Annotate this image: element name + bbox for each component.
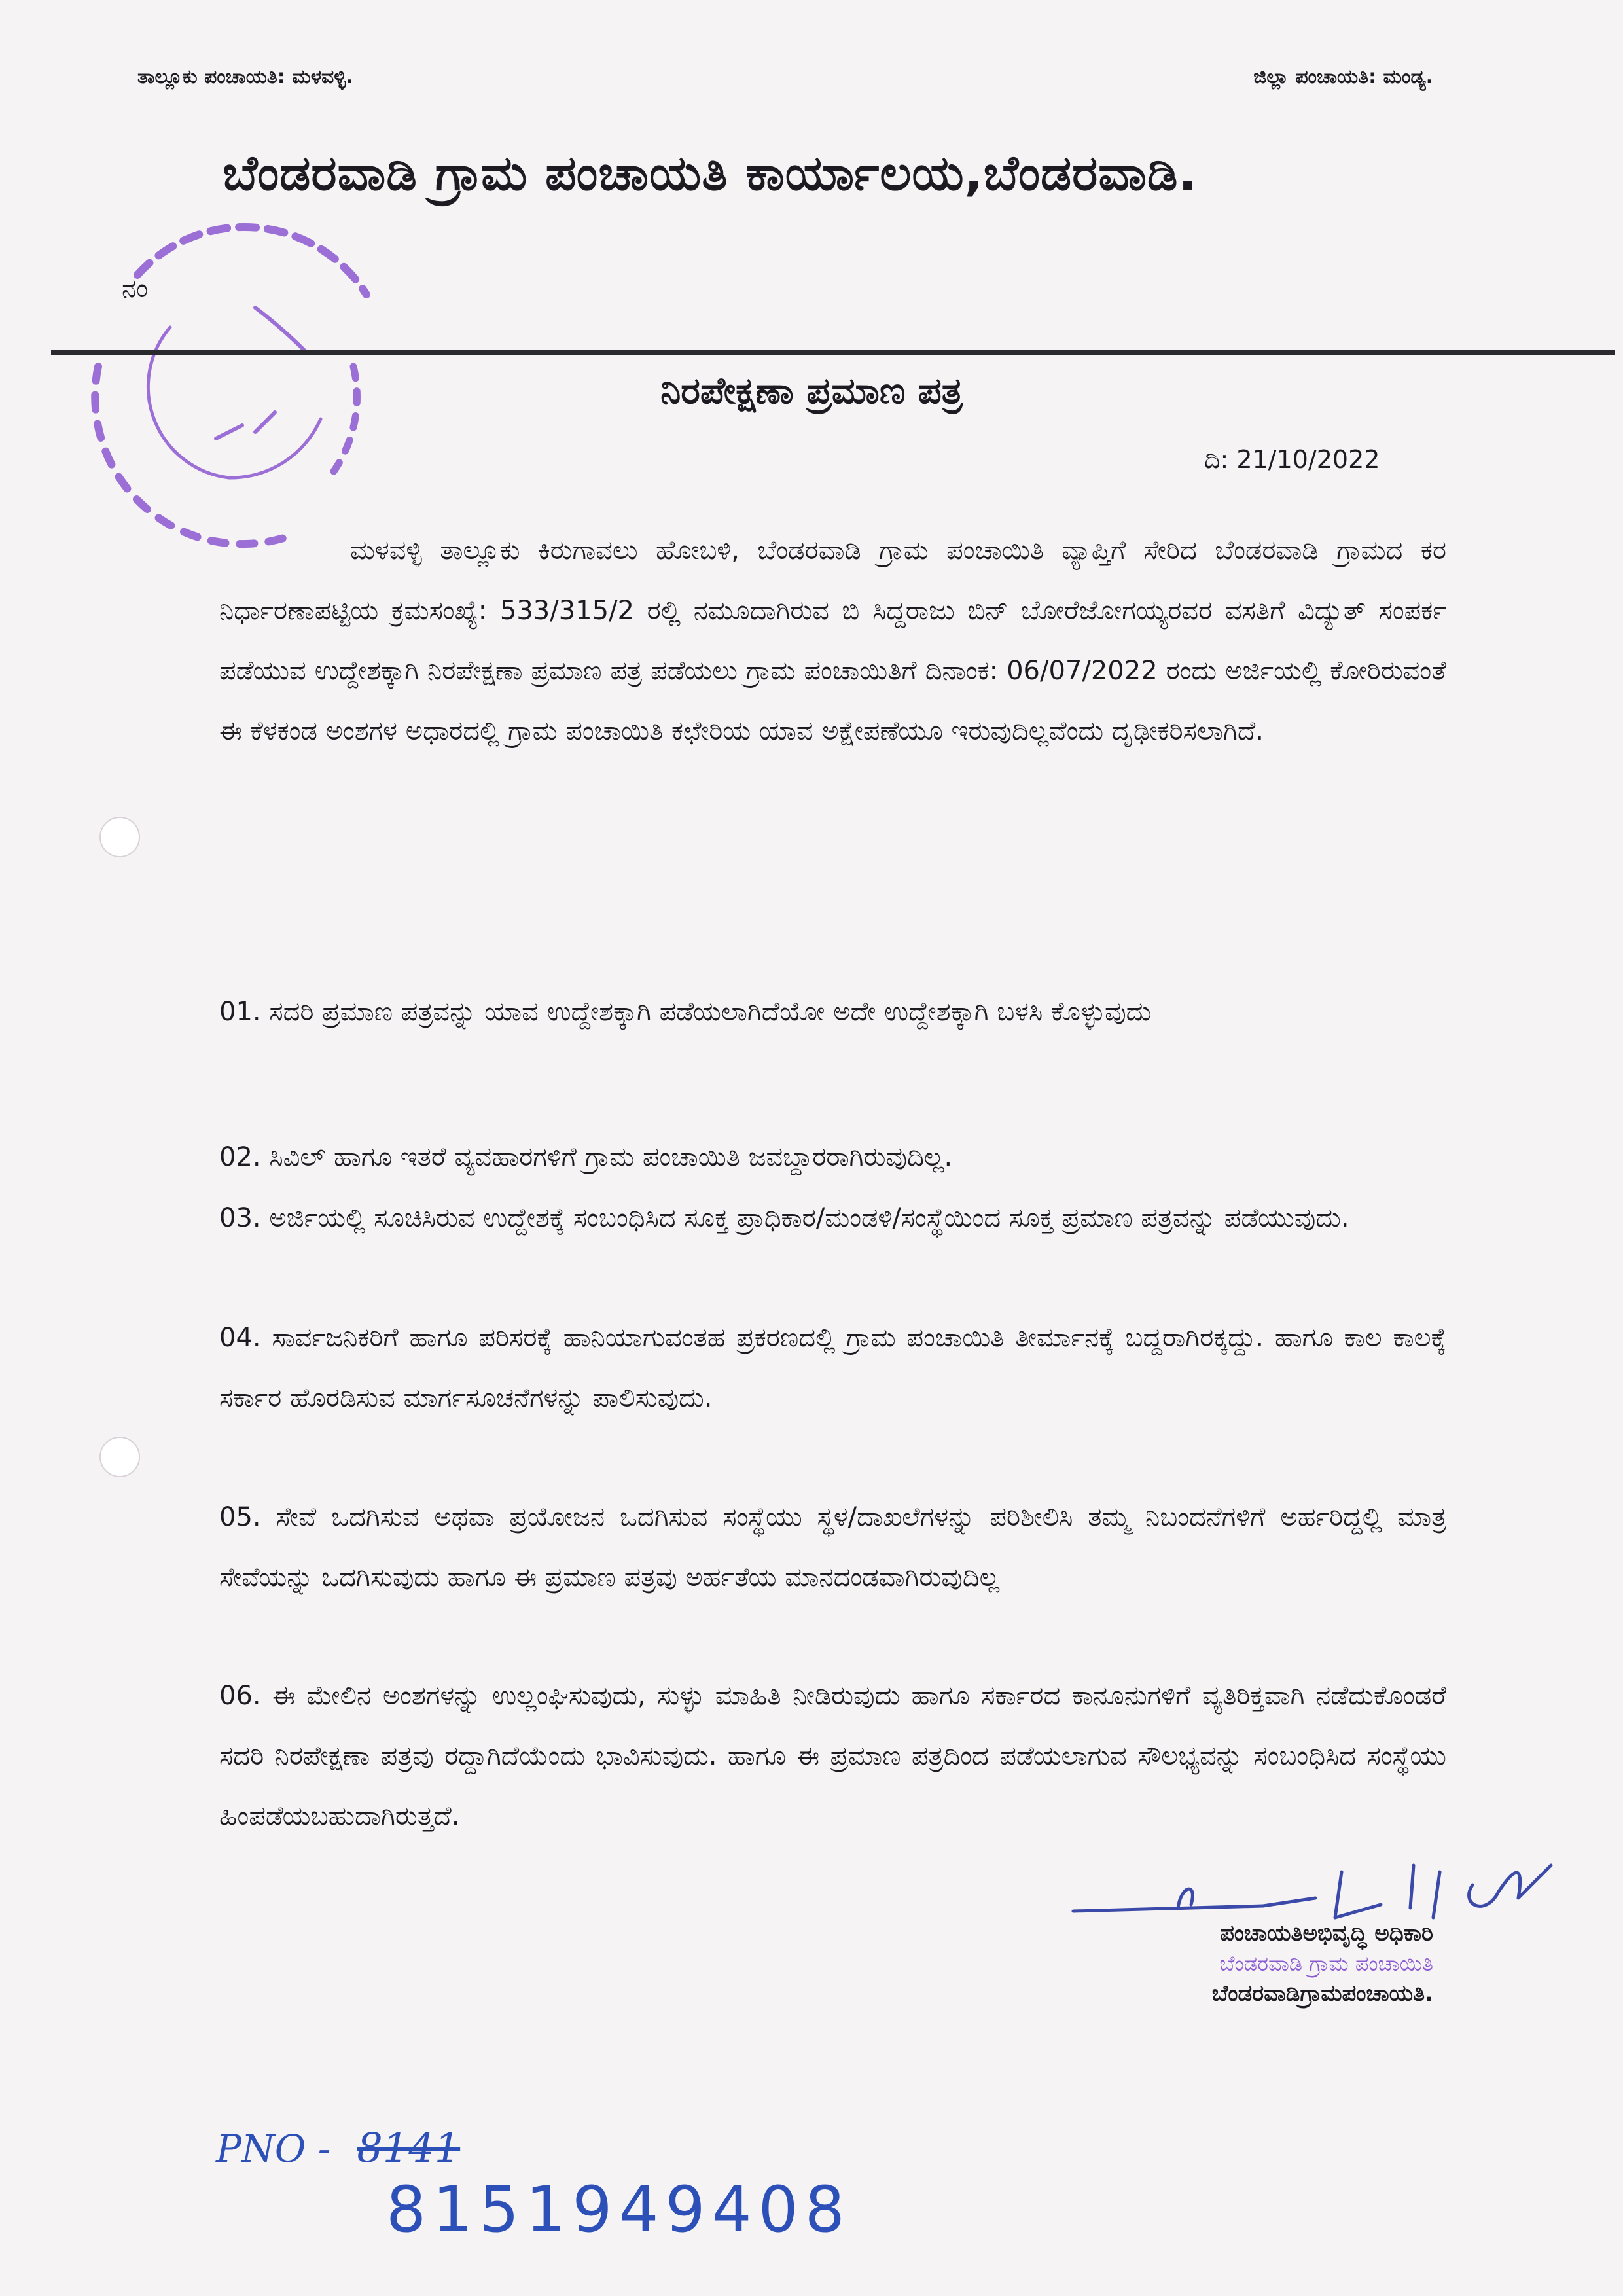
- punch-hole: [99, 1437, 140, 1477]
- condition-04: 04. ಸಾರ್ವಜನಿಕರಿಗೆ ಹಾಗೂ ಪರಿಸರಕ್ಕೆ ಹಾನಿಯಾಗುವಂತಹ ಪ್ರಕರಣದಲ್ಲಿ ಗ್ರಾಮ ಪಂಚಾಯಿತಿ ತೀರ್ಮಾನಕ್ಕೆ ಬದ್ದರಾಗಿರಕ್ಕದ್ದು. ಹಾಗೂ ಕಾಲ ಕಾಲಕ್ಕೆ ಸರ್ಕಾರ ಹೊರಡಿಸುವ ಮಾರ್ಗಸೂಚನೆಗಳನ್ನು ಪಾಲಿಸುವುದು.: [219, 1323, 1446, 1413]
- signatory-designation: ಪಂಚಾಯತಿಅಭಿವೃದ್ಧಿ ಅಧಿಕಾರಿ: [1220, 1920, 1433, 1946]
- certificate-date: ದಿ: 21/10/2022: [1204, 445, 1380, 474]
- signatory-office: ಬೆಂಡರವಾಡಿಗ್ರಾಮಪಂಚಾಯತಿ.: [1211, 1981, 1433, 2007]
- condition-03: 03. ಅರ್ಜಿಯಲ್ಲಿ ಸೂಚಿಸಿರುವ ಉದ್ದೇಶಕ್ಕೆ ಸಂಬಂಧಿಸಿದ ಸೂಕ್ತ ಪ್ರಾಧಿಕಾರ/ಮಂಡಳಿ/ಸಂಸ್ಥೆಯಿಂದ ಸೂಕ್ತ ಪ್ರಮಾಣ ಪತ್ರವನ್ನು ಪಡೆಯುವುದು.: [219, 1203, 1349, 1233]
- condition-06: 06. ಈ ಮೇಲಿನ ಅಂಶಗಳನ್ನು ಉಲ್ಲಂಘಿಸುವುದು, ಸುಳ್ಳು ಮಾಹಿತಿ ನೀಡಿರುವುದು ಹಾಗೂ ಸರ್ಕಾರದ ಕಾನೂನುಗಳಿಗೆ ವ್ಯತಿರಿಕ್ತವಾಗಿ ನಡೆದುಕೊಂಡರೆ ಸದರಿ ನಿರಪೇಕ್ಷಣಾ ಪತ್ರವು ರದ್ದಾಗಿದೆಯೆಂದು ಭಾವಿಸುವುದು. ಹಾಗೂ ಈ ಪ್ರಮಾಣ ಪತ್ರದಿಂದ ಪಡೆಯಲಾಗುವ ಸೌಲಭ್ಯವನ್ನು ಸಂಬಂಧಿಸಿದ ಸಂಸ್ಥೆಯು ಹಿಂಪಡೆಯಬಹುದಾಗಿರುತ್ತದೆ.: [219, 1681, 1446, 1831]
- handwritten-phone-note: [216, 2124, 460, 2172]
- handwritten-prefix: PNO -: [216, 2126, 331, 2171]
- office-title: ಬೆಂಡರವಾಡಿ ಗ್ರಾಮ ಪಂಚಾಯತಿ ಕಾರ್ಯಾಲಯ,ಬೆಂಡರವಾಡಿ.: [223, 145, 1198, 202]
- handwritten-phone-number: 8151949408: [386, 2173, 851, 2246]
- taluk-panchayat-label: ತಾಲ್ಲೂಕು ಪಂಚಾಯತಿ: ಮಳವಳ್ಳಿ.: [137, 65, 353, 88]
- punch-hole: [99, 817, 140, 857]
- district-panchayat-label: ಜಿಲ್ಲಾ ಪಂಚಾಯತಿ: ಮಂಡ್ಯ.: [1253, 65, 1433, 88]
- reference-number-label: ನಂ: [122, 274, 148, 304]
- certificate-title: ನಿರಪೇಕ್ಷಣಾ ಪ್ರಮಾಣ ಪತ್ರ: [660, 370, 963, 412]
- condition-02: 02. ಸಿವಿಲ್ ಹಾಗೂ ಇತರೆ ವ್ಯವಹಾರಗಳಿಗೆ ಗ್ರಾಮ ಪಂಚಾಯಿತಿ ಜವಬ್ದಾರರಾಗಿರುವುದಿಲ್ಲ.: [219, 1142, 953, 1172]
- header-divider: [51, 350, 1615, 355]
- main-paragraph: ಮಳವಳ್ಳಿ ತಾಲ್ಲೂಕು ಕಿರುಗಾವಲು ಹೋಬಳಿ, ಬೆಂಡರವಾಡಿ ಗ್ರಾಮ ಪಂಚಾಯಿತಿ ವ್ಯಾಪ್ತಿಗೆ ಸೇರಿದ ಬೆಂಡರವಾಡಿ ಗ್ರಾಮದ ಕರ ನಿರ್ಧಾರಣಾಪಟ್ಟಿಯ ಕ್ರಮಸಂಖ್ಯೆ: 533/315/2 ರಲ್ಲಿ ನಮೂದಾಗಿರುವ ಬಿ ಸಿದ್ದರಾಜು ಬಿನ್ ಬೋರೆಜೋಗಯ್ಯರವರ ವಸತಿಗೆ ವಿದ್ಯುತ್ ಸಂಪರ್ಕ ಪಡೆಯುವ ಉದ್ದೇಶಕ್ಕಾಗಿ ನಿರಪೇಕ್ಷಣಾ ಪ್ರಮಾಣ ಪತ್ರ ಪಡೆಯಲು ಗ್ರಾಮ ಪಂಚಾಯಿತಿಗೆ ದಿನಾಂಕ: 06/07/2022 ರಂದು ಅರ್ಜಿಯಲ್ಲಿ ಕೋರಿರುವಂತೆ ಈ ಕೆಳಕಂಡ ಅಂಶಗಳ ಅಧಾರದಲ್ಲಿ ಗ್ರಾಮ ಪಂಚಾಯಿತಿ ಕಛೇರಿಯ ಯಾವ ಅಕ್ಷೇಪಣೆಯೂ ಇರುವುದಿಲ್ಲವೆಂದು ದೃಢೀಕರಿಸಲಾಗಿದೆ.: [219, 535, 1446, 746]
- signatory-stamp-text: ಬೆಂಡರವಾಡಿ ಗ್ರಾಮ ಪಂಚಾಯಿತಿ: [1219, 1951, 1433, 1976]
- signatory-block: [1212, 1918, 1433, 2009]
- condition-05: 05. ಸೇವೆ ಒದಗಿಸುವ ಅಥವಾ ಪ್ರಯೋಜನ ಒದಗಿಸುವ ಸಂಸ್ಥೆಯು ಸ್ಥಳ/ದಾಖಲೆಗಳನ್ನು ಪರಿಶೀಲಿಸಿ ತಮ್ಮ ನಿಬಂದನೆಗಳಿಗೆ ಅರ್ಹರಿದ್ದಲ್ಲಿ ಮಾತ್ರ ಸೇವೆಯನ್ನು ಒದಗಿಸುವುದು ಹಾಗೂ ಈ ಪ್ರಮಾಣ ಪತ್ರವು ಅರ್ಹತೆಯ ಮಾನದಂಡವಾಗಿರುವುದಿಲ್ಲ: [219, 1502, 1446, 1592]
- handwritten-struck-number: 8141: [357, 2124, 461, 2172]
- condition-01: 01. ಸದರಿ ಪ್ರಮಾಣ ಪತ್ರವನ್ನು ಯಾವ ಉದ್ದೇಶಕ್ಕಾಗಿ ಪಡೆಯಲಾಗಿದೆಯೋ ಅದೇ ಉದ್ದೇಶಕ್ಕಾಗಿ ಬಳಸಿ ಕೊಳ್ಳುವುದು: [219, 997, 1152, 1027]
